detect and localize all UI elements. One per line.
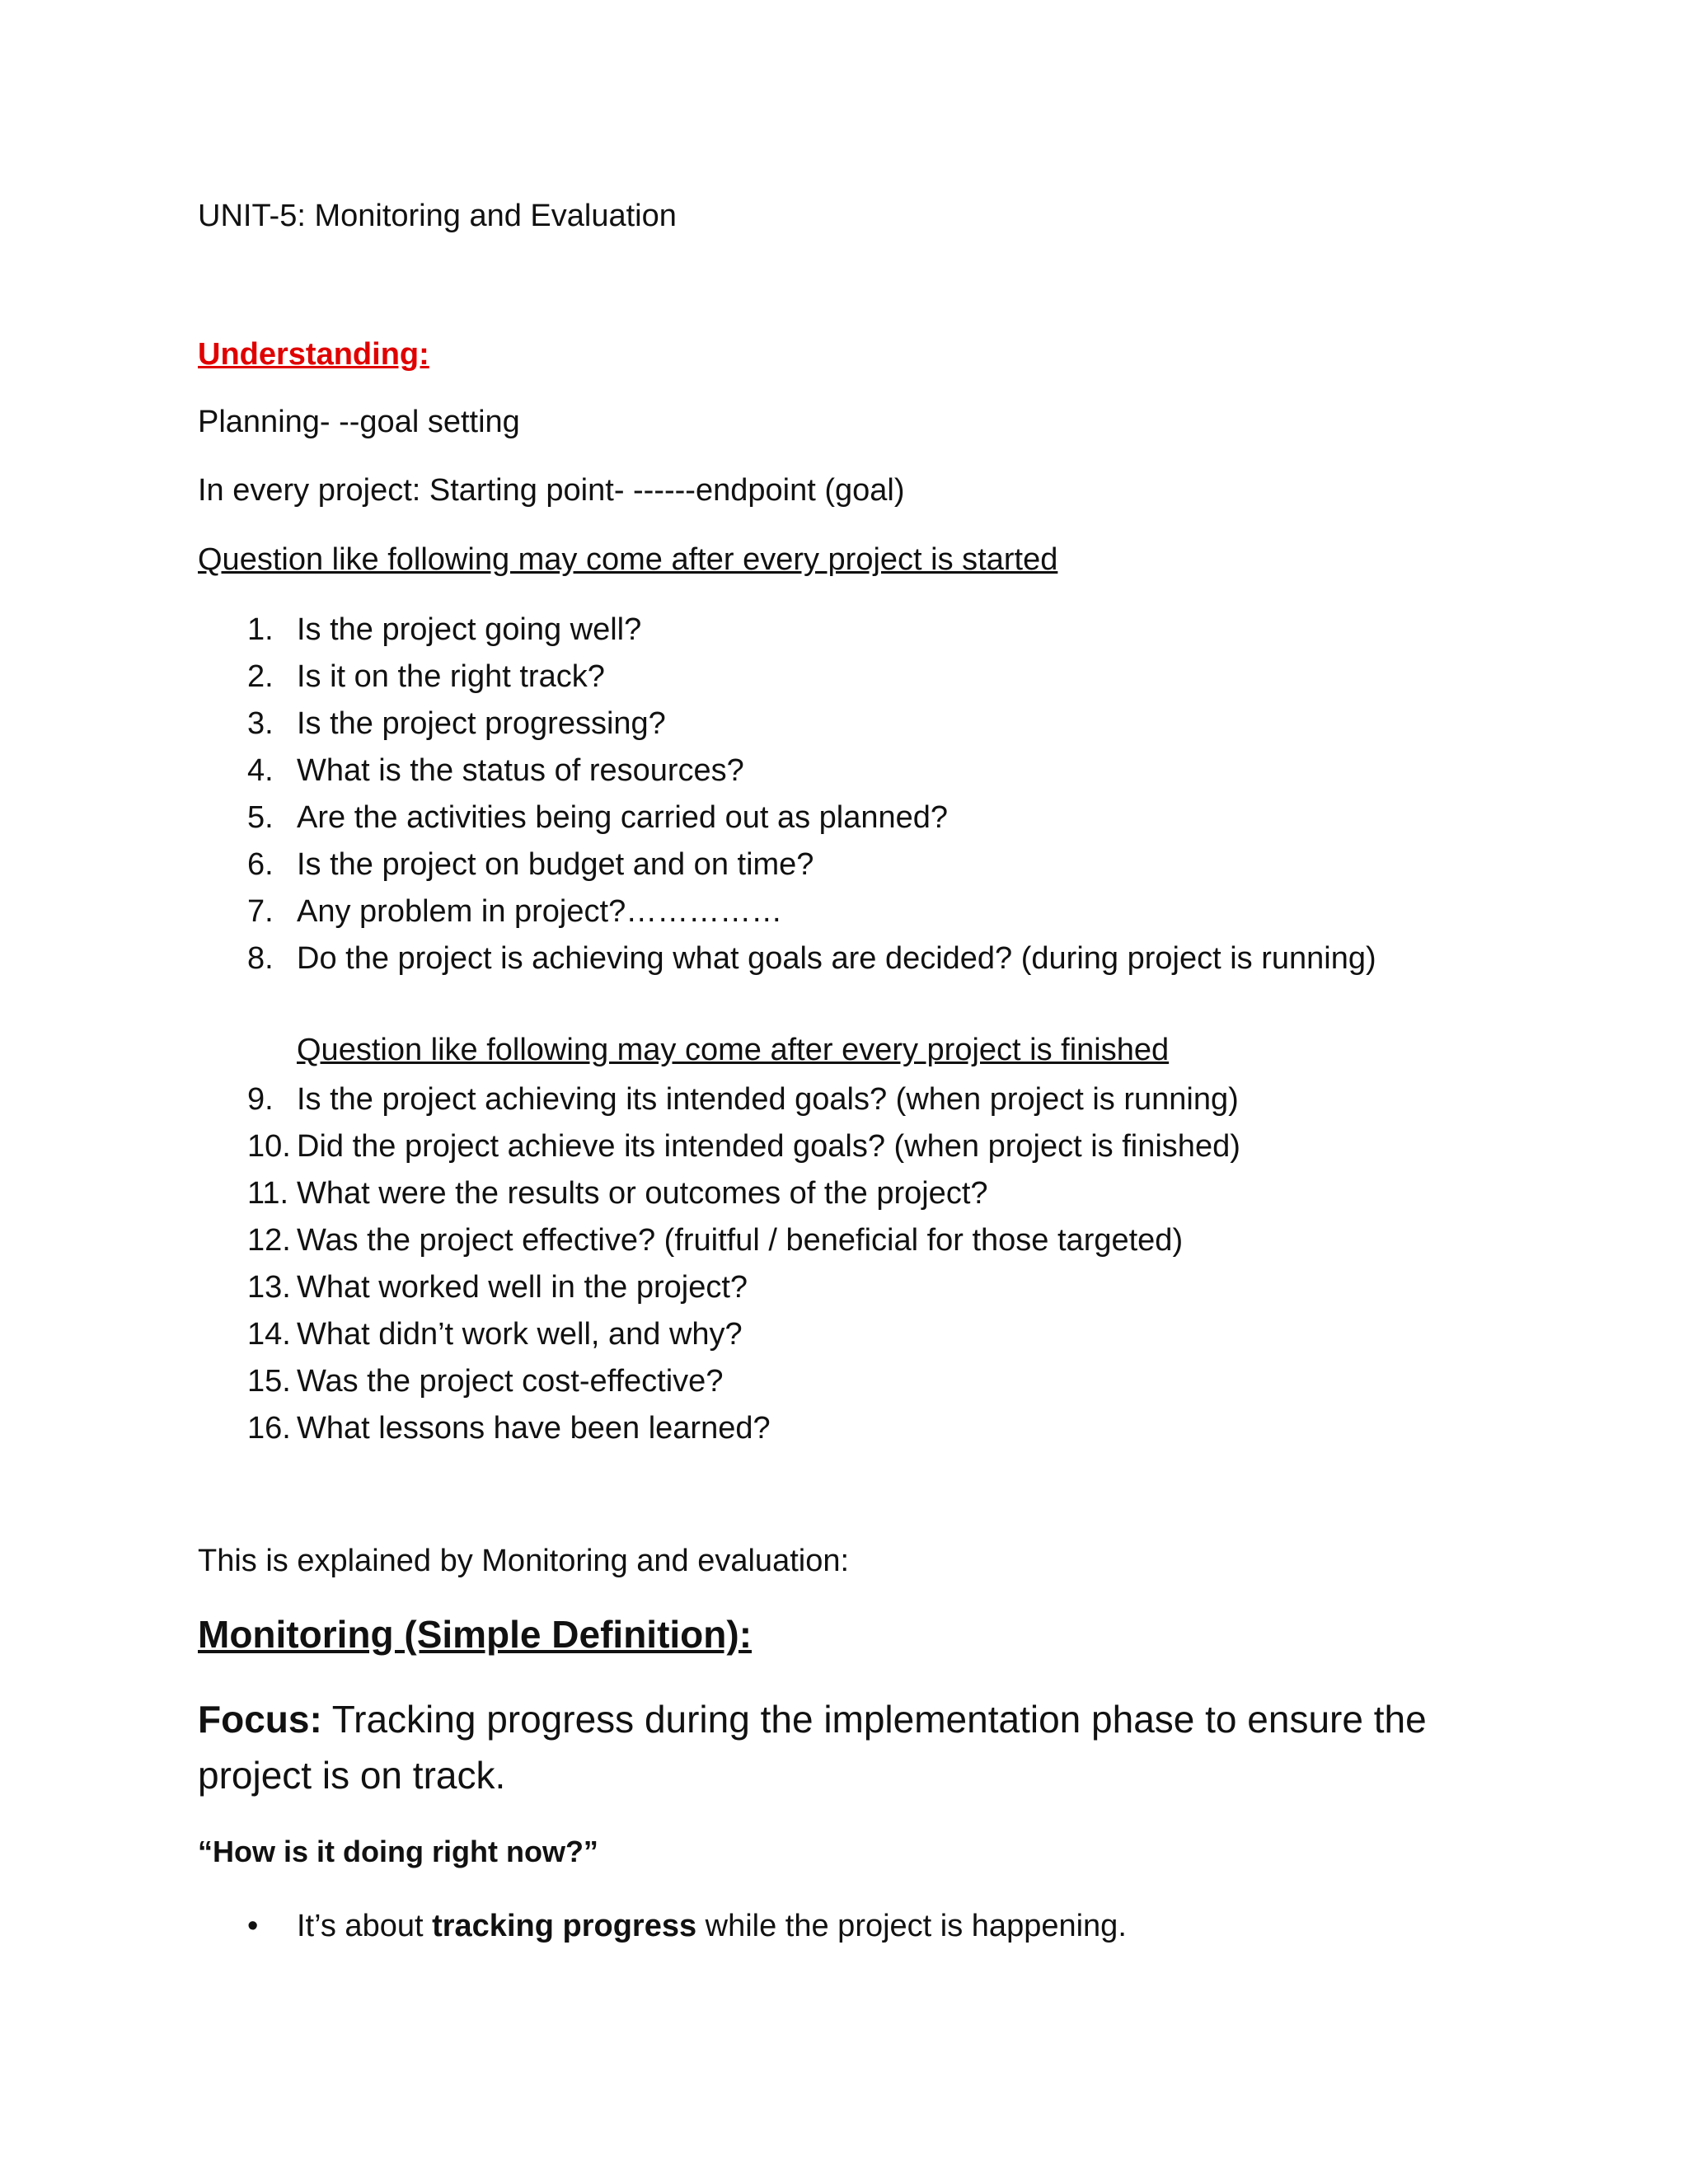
- understanding-heading: Understanding:: [198, 337, 429, 372]
- planning-line: Planning- --goal setting: [198, 405, 520, 439]
- focus-paragraph: [198, 1691, 1484, 1803]
- bullet-text: It’s about tracking progress while the project is happening.: [297, 1909, 1127, 1943]
- page-title: UNIT-5: Monitoring and Evaluation: [198, 199, 677, 233]
- monitoring-heading: Monitoring (Simple Definition):: [198, 1613, 753, 1656]
- focus-label: Focus:: [198, 1698, 322, 1741]
- document-page: UNIT-5: Monitoring and Evaluation Understanding: Planning- --goal setting In every project: Starting point- ------endpoint (goal) Question like following may come after every project is started 1. Is the project going well? 2. Is it on the right track? 3. Is the project progressing? 4. What is the status of resources? 5. Are the activities being carried out as planned? 6. Is the project on budget and on time? 7. Any problem in project?…………… 8. Do the project is achieving what goals are decided? (during project is running) Question like following may come after every project is finished 9. Is the project achieving its intended goals? (when project is running) 10. Did the project achieve its intended goals? (when project is finished) 11. What were the results or outcomes of the project? 12. Was the project effective? (fruitful / beneficial for those targeted) 13. What worked well in the project? 14. What didn’t work well, and why? 15. Was the project cost-effective? 16. What lessons have been learned? This is explained by Monitoring and evaluation: Monitoring (Simple Definition): Focus: Tracking progress during the implementation phase to ensure the project is on track. “How is it doing right now?” • It’s about tracking progress while the project is happening.: [0, 0, 1688, 2184]
- focus-text: Tracking progress during the implementation phase to ensure the project is on track.: [198, 1698, 1427, 1797]
- finished-questions-heading: Question like following may come after every project is finished: [297, 1033, 1170, 1067]
- quote-line: “How is it doing right now?”: [198, 1835, 598, 1868]
- bullet-icon: •: [247, 1909, 259, 1943]
- project-line: In every project: Starting point- ------endpoint (goal): [198, 473, 905, 508]
- started-questions-heading: Question like following may come after every project is started: [198, 542, 1058, 577]
- explained-line: This is explained by Monitoring and evaluation:: [198, 1544, 850, 1578]
